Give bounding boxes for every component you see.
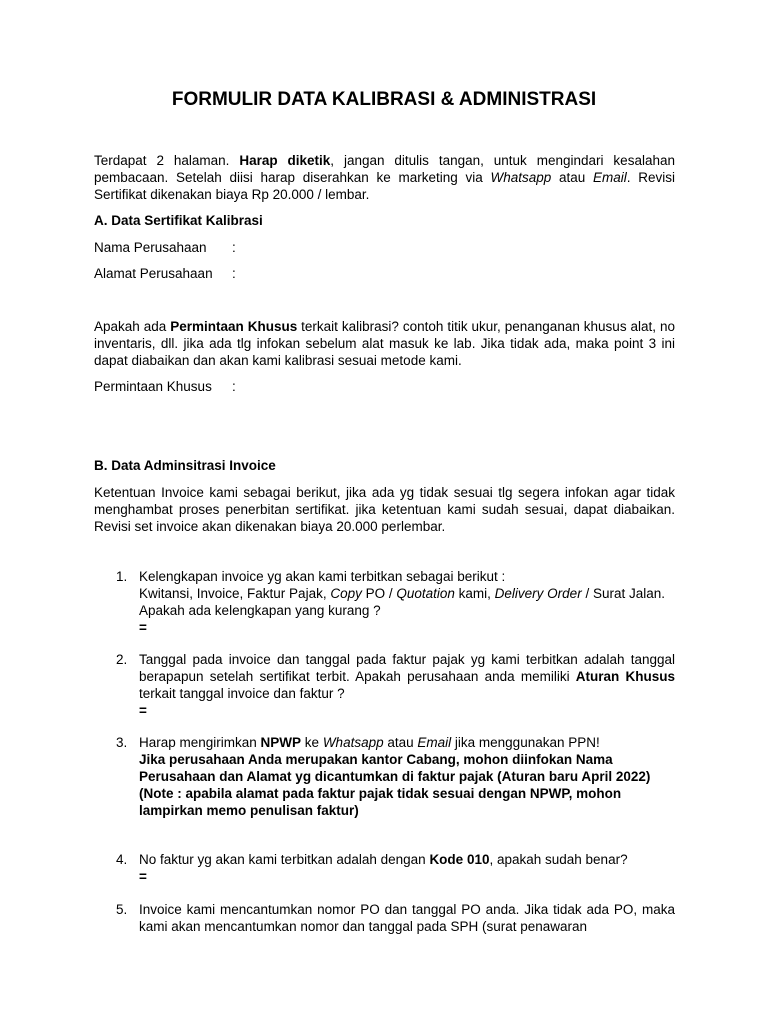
intro-text-4: . Revisi Sertifikat dikenakan biaya Rp 20.000 / lembar. [94,170,675,202]
item-1-italic-quotation: Quotation [396,586,455,601]
intro-text-3: atau [551,170,593,185]
list-item-5 [116,901,675,935]
item-2-answer: = [139,703,147,718]
list-item-4 [116,851,675,885]
item-1-line-1: Kelengkapan invoice yg akan kami terbitkan sebagai berikut : [139,569,506,584]
item-4-text [139,851,675,868]
alamat-perusahaan-colon: : [232,266,236,281]
intro-paragraph [94,152,675,203]
item-3-line-1 [139,734,675,751]
item-3-text-b: ke [301,735,323,750]
item-4-bold-kode: Kode 010 [429,852,490,867]
item-2-text [139,651,675,702]
permintaan-khusus-colon: : [232,379,236,394]
list-number-2: 2. [116,652,128,667]
permintaan-khusus-label: Permintaan Khusus [94,379,212,394]
item-3-italic-whatsapp: Whatsapp [322,735,384,750]
list-number-5: 5. [116,902,128,917]
item-4-text-a: No faktur yg akan kami terbitkan adalah dengan [139,852,430,867]
list-number-3: 3. [116,735,128,750]
list-item-3 [116,734,675,819]
item-1-italic-delivery-order: Delivery Order [494,586,582,601]
item-1-text-d: / Surat Jalan. Apakah ada kelengkapan yang kurang ? [139,586,665,618]
section-b-heading: B. Data Adminsitrasi Invoice [94,458,276,473]
section-b-intro: Ketentuan Invoice kami sebagai berikut, jika ada yg tidak sesuai tlg segera infokan agar tidak menghambat proses penerbitan sertifikat. jika ketentuan kami sudah sesuai, dapat diabaikan. Revisi set invoice akan dikenakan biaya 20.000 perlembar. [94,485,675,534]
special-text-1: Apakah ada [94,319,171,334]
intro-italic-email: Email [593,170,627,185]
item-1-italic-copy: Copy [330,586,362,601]
item-4-text-b: , apakah sudah benar? [489,852,628,867]
item-3-text-c: atau [383,735,418,750]
item-1-line-2 [139,585,675,619]
item-5-text: Invoice kami mencantumkan nomor PO dan tanggal PO anda. Jika tidak ada PO, maka kami akan mencantumkan nomor dan tanggal pada SPH (surat penawaran [139,902,675,934]
intro-text-1: Terdapat 2 halaman. [94,153,240,168]
intro-text-2: , jangan ditulis tangan, untuk mengindari kesalahan pembacaan. Setelah diisi harap diserahkan ke marketing via [94,153,675,185]
intro-bold-typed: Harap diketik [239,153,331,168]
item-3-branch-note: Jika perusahaan Anda merupakan kantor Cabang, mohon diinfokan Nama Perusahaan dan Alamat yg dicantumkan di faktur pajak (Aturan baru April 2022) [139,752,651,784]
special-request-paragraph [94,318,675,369]
nama-perusahaan-label: Nama Perusahaan [94,240,207,255]
list-number-4: 4. [116,852,128,867]
item-3-text-a: Harap mengirimkan [139,735,261,750]
item-2-text-a: Tanggal pada invoice dan tanggal pada faktur pajak yg kami terbitkan adalah tanggal berapapun setelah sertifikat terbit. Apakah perusahaan anda memiliki [139,652,675,684]
list-number-1: 1. [116,569,128,584]
alamat-perusahaan-field [94,265,675,282]
item-1-text-b: PO / [361,586,397,601]
nama-perusahaan-field [94,239,675,256]
item-3-bold-npwp: NPWP [260,735,302,750]
item-3-italic-email: Email [417,735,452,750]
alamat-perusahaan-label: Alamat Perusahaan [94,266,213,281]
permintaan-khusus-field [94,378,675,395]
list-item-1 [116,568,675,636]
item-3-npwp-note: (Note : apabila alamat pada faktur pajak tidak sesuai dengan NPWP, mohon lampirkan memo penulisan faktur) [139,786,622,818]
item-1-text-a: Kwitansi, Invoice, Faktur Pajak, [139,586,331,601]
item-4-answer: = [139,869,147,884]
nama-perusahaan-colon: : [232,240,236,255]
section-a-heading: A. Data Sertifikat Kalibrasi [94,213,263,228]
item-1-text-c: kami, [454,586,495,601]
page-title: FORMULIR DATA KALIBRASI & ADMINISTRASI [171,89,597,110]
item-3-text-d: jika menggunakan PPN! [451,735,600,750]
item-2-bold: Aturan Khusus [575,669,675,684]
intro-italic-whatsapp: Whatsapp [490,170,552,185]
special-text-2: terkait kalibrasi? contoh titik ukur, penanganan khusus alat, no inventaris, dll. jika ada tlg infokan sebelum alat masuk ke lab. Jika tidak ada, maka point 3 ini dapat diabaikan dan akan kami kalibrasi sesuai metode kami. [94,319,676,368]
list-item-2 [116,651,675,719]
item-1-answer: = [139,620,147,635]
special-bold: Permintaan Khusus [170,319,298,334]
item-2-text-b: terkait tanggal invoice dan faktur ? [139,686,345,701]
